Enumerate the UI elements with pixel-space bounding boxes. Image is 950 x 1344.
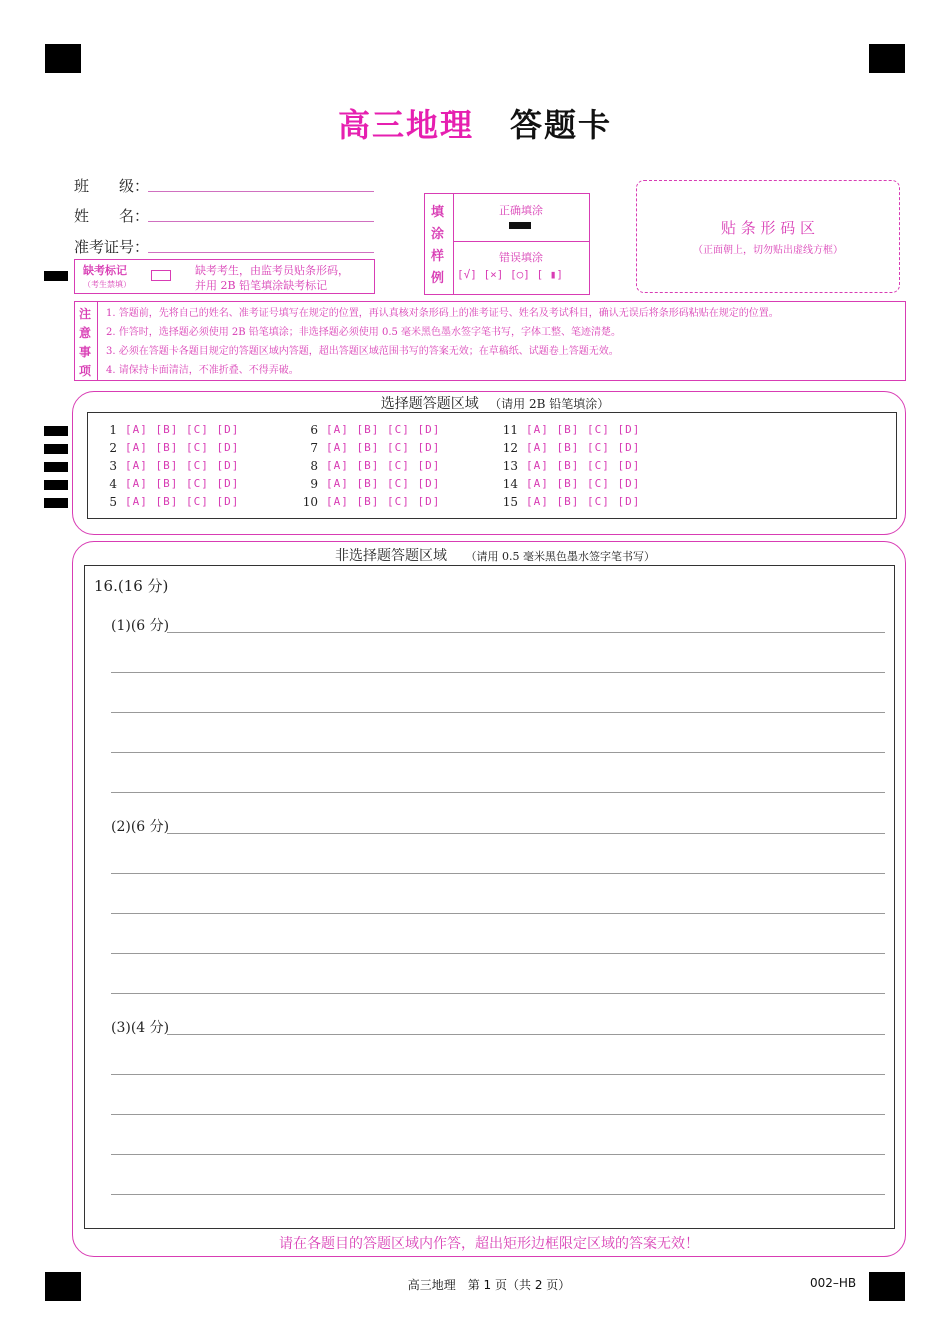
registration-mark	[45, 44, 81, 73]
timing-mark	[44, 426, 68, 436]
absent-sub: （考生禁填）	[83, 280, 131, 289]
note-item-4: 4. 请保持卡面清洁，不准折叠、不得弄破。	[106, 365, 299, 376]
warning-text: 请在各题目的答题区域内作答，超出矩形边框限定区域的答案无效！	[279, 1236, 699, 1252]
correct-fill-mark	[509, 222, 531, 229]
registration-mark	[869, 44, 905, 73]
answer-options[interactable]: [A] [B] [C] [D]	[125, 495, 240, 508]
question-number: 3	[109, 459, 117, 473]
answer-line[interactable]	[111, 992, 885, 994]
answer-options[interactable]: [A] [B] [C] [D]	[526, 459, 641, 472]
notes-side-label: 注 意 事 项	[79, 307, 92, 378]
timing-mark	[44, 480, 68, 490]
timing-mark	[44, 444, 68, 454]
answer-options[interactable]: [A] [B] [C] [D]	[125, 459, 240, 472]
question-number: 4	[109, 477, 117, 491]
note-item-2: 2. 作答时，选择题必须使用 2B 铅笔填涂；非选择题必须使用 0.5 毫米黑色墨水签字笔书写，字体工整、笔迹清楚。	[106, 327, 622, 338]
answer-options[interactable]: [A] [B] [C] [D]	[125, 423, 240, 436]
card-title: 答题卡	[510, 106, 613, 144]
note-item-1: 1. 答题前，先将自己的姓名、准考证号填写在规定的位置，再认真核对条形码上的准考证号、姓名及考试科目，确认无误后将条形码粘贴在规定的位置。	[106, 308, 779, 319]
answer-options[interactable]: [A] [B] [C] [D]	[526, 477, 641, 490]
question-number: 15	[502, 495, 518, 509]
open-title: 非选择题答题区域	[335, 548, 448, 564]
timing-mark	[44, 271, 68, 281]
answer-line[interactable]	[111, 671, 885, 673]
answer-options[interactable]: [A] [B] [C] [D]	[326, 477, 441, 490]
answer-options[interactable]: [A] [B] [C] [D]	[326, 441, 441, 454]
answer-line[interactable]	[111, 791, 885, 793]
sample-side-label: 填 涂 样 例	[431, 205, 445, 286]
barcode-title: 贴 条 形 码 区	[720, 219, 816, 237]
question-16-label: 16.(16 分)	[94, 577, 169, 595]
question-number: 9	[310, 477, 318, 491]
name-field[interactable]	[148, 220, 374, 222]
page-footer: 高三地理 第 1 页（共 2 页）	[407, 1278, 571, 1292]
part-2-label: (2)(6 分)	[111, 819, 170, 835]
answer-line[interactable]	[111, 751, 885, 753]
answer-line[interactable]	[111, 1193, 885, 1195]
answer-options[interactable]: [A] [B] [C] [D]	[125, 441, 240, 454]
answer-options[interactable]: [A] [B] [C] [D]	[326, 459, 441, 472]
timing-mark	[44, 462, 68, 472]
question-number: 2	[109, 441, 117, 455]
mc-title: 选择题答题区域	[380, 396, 479, 412]
barcode-sub: （正面朝上，切勿贴出虚线方框）	[693, 245, 843, 256]
answer-line[interactable]	[111, 1073, 885, 1075]
absent-label: 缺考标记	[83, 264, 127, 277]
barcode-area	[636, 180, 900, 293]
wrong-fill-label: 错误填涂	[499, 251, 543, 264]
question-number: 10	[302, 495, 318, 509]
absent-box	[74, 259, 375, 294]
correct-fill-label: 正确填涂	[499, 204, 543, 217]
mc-hint: （请用 2B 铅笔填涂）	[489, 397, 610, 411]
name-label: 姓 名：	[74, 207, 150, 225]
open-title-row	[0, 545, 950, 565]
answer-options[interactable]: [A] [B] [C] [D]	[326, 495, 441, 508]
question-number: 5	[109, 495, 117, 509]
open-answer-box	[84, 565, 895, 1229]
answer-line[interactable]	[167, 1033, 885, 1035]
absent-desc-1: 缺考考生，由监考员贴条形码，	[195, 264, 349, 277]
part-3-label: (3)(4 分)	[111, 1020, 170, 1036]
absent-desc-2: 并用 2B 铅笔填涂缺考标记	[195, 279, 328, 292]
question-number: 11	[502, 423, 518, 437]
mc-title-row	[0, 393, 950, 413]
question-number: 7	[310, 441, 318, 455]
subject-title: 高三地理	[337, 106, 474, 144]
answer-line[interactable]	[111, 912, 885, 914]
question-number: 8	[310, 459, 318, 473]
answer-line[interactable]	[167, 832, 885, 834]
question-number: 12	[502, 441, 518, 455]
question-number: 6	[310, 423, 318, 437]
question-number: 13	[502, 459, 518, 473]
answer-line[interactable]	[167, 631, 885, 633]
id-field[interactable]	[148, 251, 374, 253]
wrong-fill-marks: [√] [×] [○] [ ▮]	[457, 268, 563, 281]
answer-line[interactable]	[111, 1153, 885, 1155]
part-1-label: (1)(6 分)	[111, 618, 170, 634]
open-hint: （请用 0.5 毫米黑色墨水签字笔书写）	[465, 550, 655, 563]
timing-mark	[44, 498, 68, 508]
form-code: 002–HB	[810, 1276, 857, 1290]
answer-options[interactable]: [A] [B] [C] [D]	[326, 423, 441, 436]
answer-options[interactable]: [A] [B] [C] [D]	[125, 477, 240, 490]
answer-options[interactable]: [A] [B] [C] [D]	[526, 423, 641, 436]
answer-line[interactable]	[111, 711, 885, 713]
answer-line[interactable]	[111, 872, 885, 874]
note-item-3: 3. 必须在答题卡各题目规定的答题区域内答题，超出答题区域范围书写的答案无效；在草稿纸、试题卷上答题无效。	[106, 346, 619, 357]
answer-line[interactable]	[111, 1113, 885, 1115]
question-number: 14	[502, 477, 518, 491]
question-number: 1	[109, 423, 117, 437]
absent-mark-box[interactable]	[151, 270, 171, 281]
class-label: 班 级：	[74, 177, 150, 195]
id-label: 准考证号：	[74, 238, 150, 256]
fill-sample-box	[424, 193, 590, 295]
class-field[interactable]	[148, 190, 374, 192]
page-title	[0, 100, 950, 146]
answer-options[interactable]: [A] [B] [C] [D]	[526, 441, 641, 454]
answer-options[interactable]: [A] [B] [C] [D]	[526, 495, 641, 508]
answer-line[interactable]	[111, 952, 885, 954]
